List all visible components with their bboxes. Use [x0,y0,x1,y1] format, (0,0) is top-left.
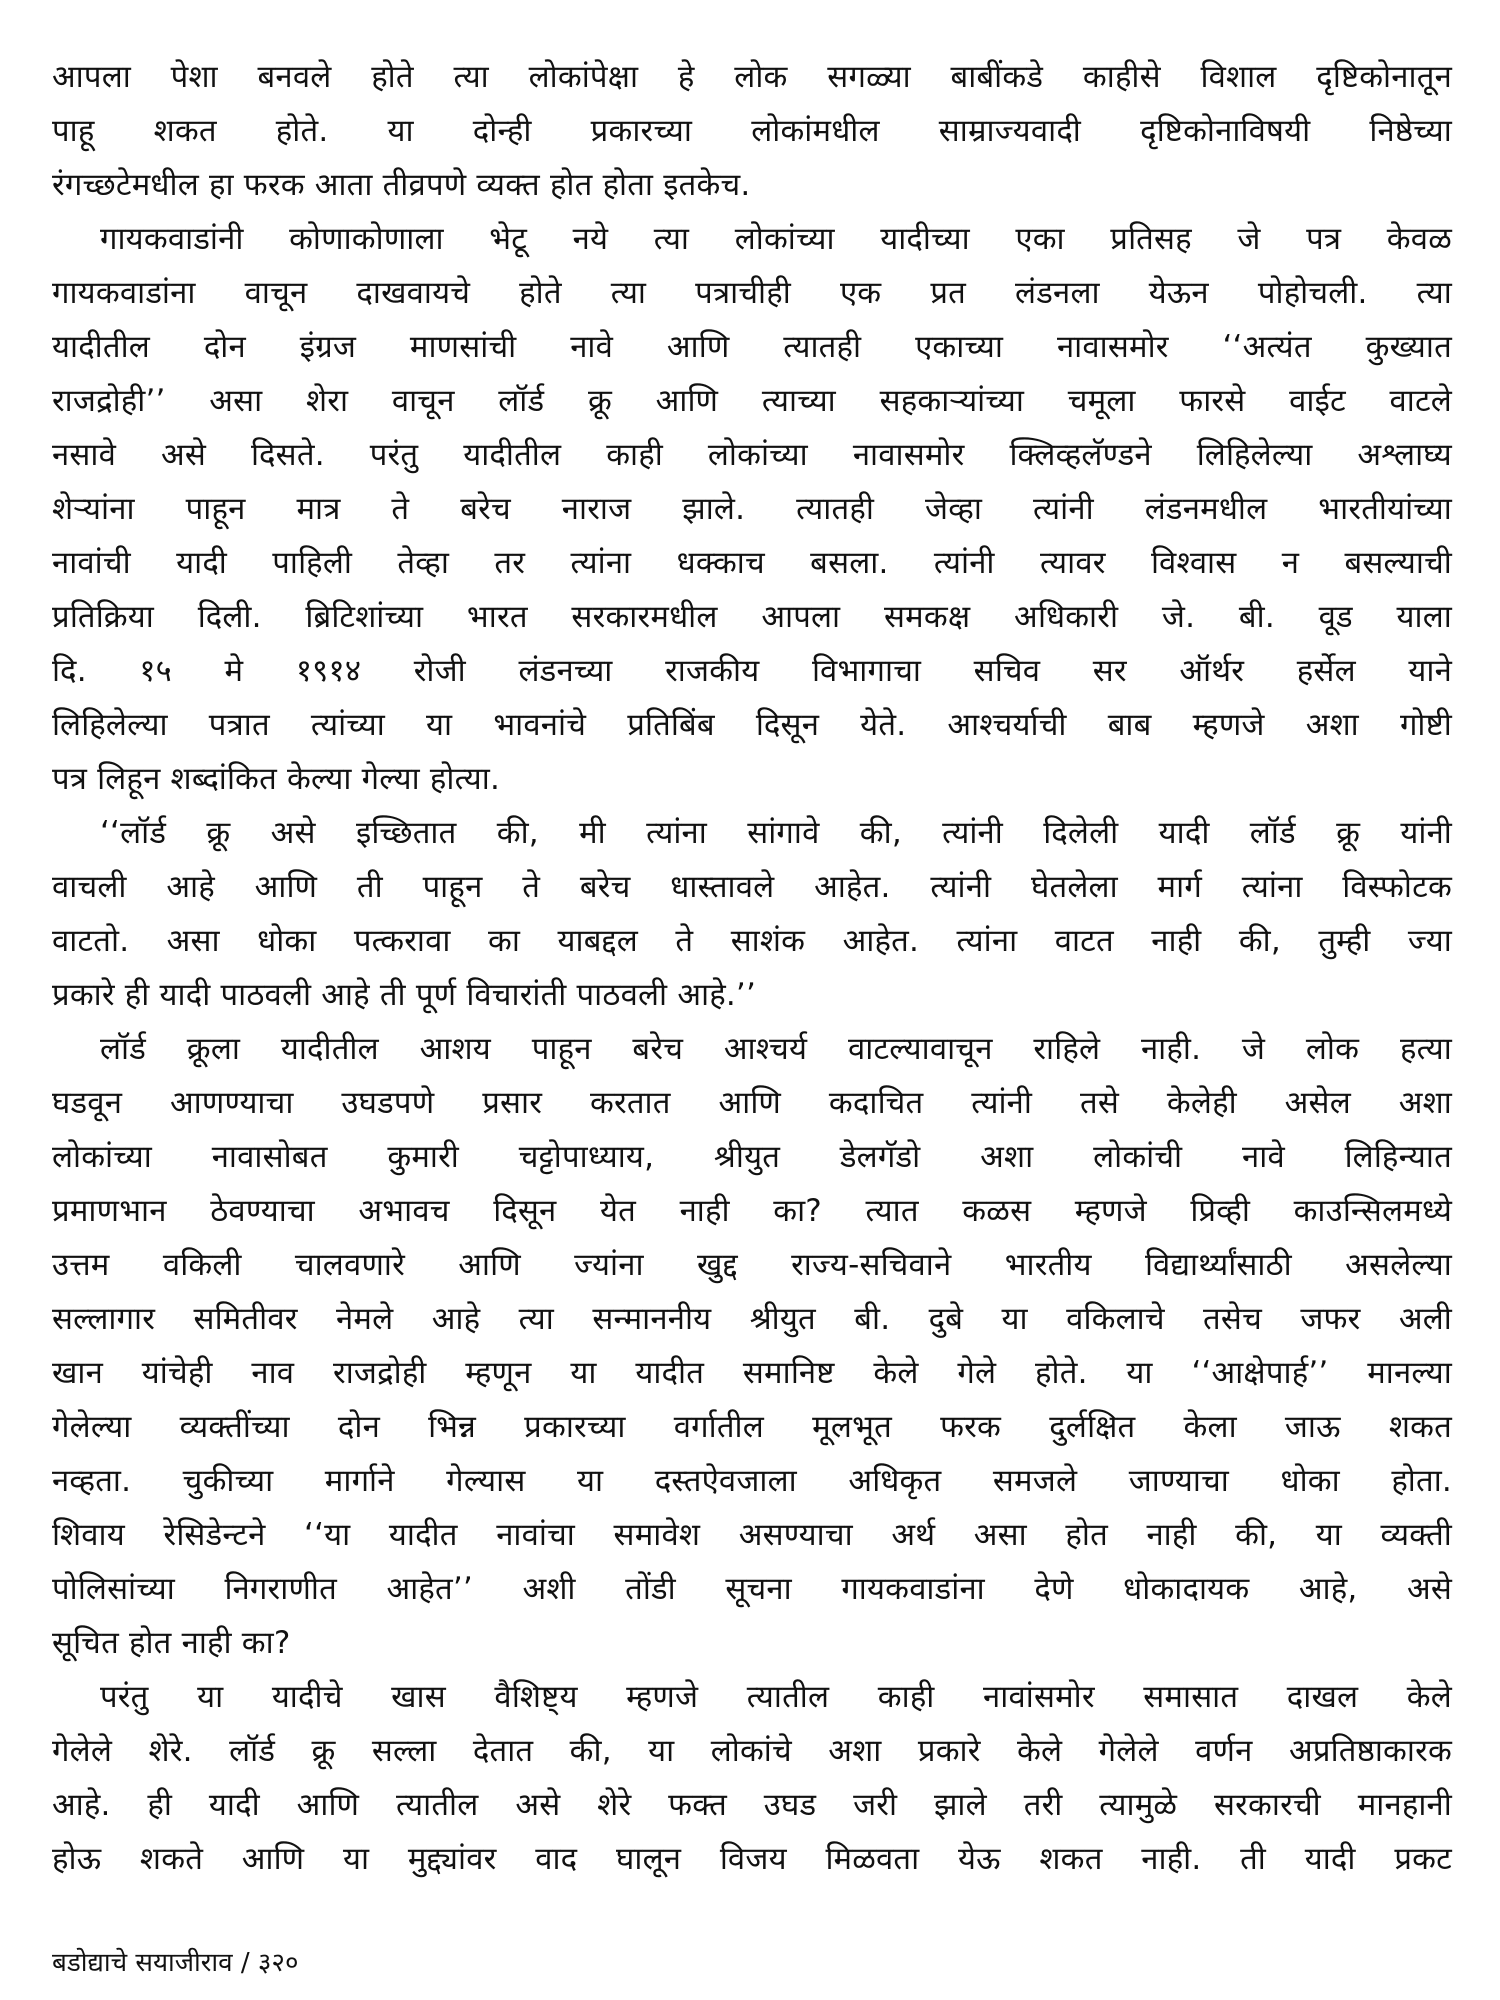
text-line-17: वाटतो. असा धोका पत्करावा का याबद्दल ते साशंक आहेत. त्यांना वाटत नाही की, तुम्ही ज्या [52,923,1452,959]
text-line-3: रंगच्छटेमधील हा फरक आता तीव्रपणे व्यक्त होत होता इतकेच. [52,167,751,203]
text-line-33: आहे. ही यादी आणि त्यातील असे शेरे फक्त उघड जरी झाले तरी त्यामुळे सरकारची मानहानी [52,1787,1452,1823]
text-line-18: प्रकारे ही यादी पाठवली आहे ती पूर्ण विचारांती पाठवली आहे.’’ [52,977,757,1013]
text-line-32: गेलेले शेरे. लॉर्ड क्रू सल्ला देतात की, या लोकांचे अशा प्रकारे केले गेलेले वर्णन अप्रतिष्ठाकारक [52,1733,1452,1769]
text-line-2: पाहू शकत होते. या दोन्ही प्रकारच्या लोकांमधील साम्राज्यवादी दृष्टिकोनाविषयी निष्ठेच्या [52,113,1452,149]
text-line-4: गायकवाडांनी कोणाकोणाला भेटू नये त्या लोकांच्या यादीच्या एका प्रतिसह जे पत्र केवळ [100,221,1452,257]
text-line-24: सल्लागार समितीवर नेमले आहे त्या सन्माननीय श्रीयुत बी. दुबे या वकिलाचे तसेच जफर अली [52,1301,1452,1337]
text-line-34: होऊ शकते आणि या मुद्द्यांवर वाद घालून विजय मिळवता येऊ शकत नाही. ती यादी प्रकट [52,1841,1452,1877]
text-line-25: खान यांचेही नाव राजद्रोही म्हणून या यादीत समानिष्ट केले गेले होते. या ‘‘आक्षेपार्ह’’ मानल्या [52,1355,1452,1391]
text-line-19: लॉर्ड क्रूला यादीतील आशय पाहून बरेच आश्चर्य वाटल्यावाचून राहिले नाही. जे लोक हत्या [100,1031,1452,1067]
text-line-22: प्रमाणभान ठेवण्याचा अभावच दिसून येत नाही का? त्यात कळस म्हणजे प्रिव्ही काउन्सिलमध्ये [52,1193,1452,1229]
document-page [52,50,1452,1930]
text-line-30: सूचित होत नाही का? [52,1625,291,1661]
text-line-15: ‘‘लॉर्ड क्रू असे इच्छितात की, मी त्यांना सांगावे की, त्यांनी दिलेली यादी लॉर्ड क्रू यांनी [100,815,1452,851]
text-line-23: उत्तम वकिली चालवणारे आणि ज्यांना खुद्द राज्य-सचिवाने भारतीय विद्यार्थ्यांसाठी असलेल्या [52,1247,1452,1283]
text-line-7: राजद्रोही’’ असा शेरा वाचून लॉर्ड क्रू आणि त्याच्या सहकाऱ्यांच्या चमूला फारसे वाईट वाटले [52,383,1452,419]
text-line-21: लोकांच्या नावासोबत कुमारी चट्टोपाध्याय, श्रीयुत डेलगॅडो अशा लोकांची नावे लिहिन्यात [52,1139,1452,1175]
text-line-29: पोलिसांच्या निगराणीत आहेत’’ अशी तोंडी सूचना गायकवाडांना देणे धोकादायक आहे, असे [52,1571,1452,1607]
text-line-6: यादीतील दोन इंग्रज माणसांची नावे आणि त्यातही एकाच्या नावासमोर ‘‘अत्यंत कुख्यात [52,329,1452,365]
text-line-28: शिवाय रेसिडेन्टने ‘‘या यादीत नावांचा समावेश असण्याचा अर्थ असा होत नाही की, या व्यक्ती [52,1517,1452,1553]
text-line-26: गेलेल्या व्यक्तींच्या दोन भिन्न प्रकारच्या वर्गातील मूलभूत फरक दुर्लक्षित केला जाऊ शकत [52,1409,1452,1445]
text-line-13: लिहिलेल्या पत्रात त्यांच्या या भावनांचे प्रतिबिंब दिसून येते. आश्चर्याची बाब म्हणजे अशा गोष्टी [52,707,1452,743]
text-line-1: आपला पेशा बनवले होते त्या लोकांपेक्षा हे लोक सगळ्या बाबींकडे काहीसे विशाल दृष्टिकोनातून [52,59,1452,95]
text-line-20: घडवून आणण्याचा उघडपणे प्रसार करतात आणि कदाचित त्यांनी तसे केलेही असेल अशा [52,1085,1452,1121]
text-line-14: पत्र लिहून शब्दांकित केल्या गेल्या होत्या. [52,761,501,797]
text-line-31: परंतु या यादीचे खास वैशिष्ट्य म्हणजे त्यातील काही नावांसमोर समासात दाखल केले [100,1679,1452,1715]
page-footer: बडोद्याचे सयाजीराव / ३२० [52,1948,299,1978]
text-line-9: शेऱ्यांना पाहून मात्र ते बरेच नाराज झाले. त्यातही जेव्हा त्यांनी लंडनमधील भारतीयांच्या [52,491,1452,527]
text-line-10: नावांची यादी पाहिली तेव्हा तर त्यांना धक्काच बसला. त्यांनी त्यावर विश्वास न बसल्याची [52,545,1452,581]
text-line-11: प्रतिक्रिया दिली. ब्रिटिशांच्या भारत सरकारमधील आपला समकक्ष अधिकारी जे. बी. वूड याला [52,599,1452,635]
text-line-5: गायकवाडांना वाचून दाखवायचे होते त्या पत्राचीही एक प्रत लंडनला येऊन पोहोचली. त्या [52,275,1452,311]
text-line-8: नसावे असे दिसते. परंतु यादीतील काही लोकांच्या नावासमोर क्लिव्हलॅण्डने लिहिलेल्या अश्लाघ्य [52,437,1452,473]
text-line-27: नव्हता. चुकीच्या मार्गाने गेल्यास या दस्तऐवजाला अधिकृत समजले जाण्याचा धोका होता. [52,1463,1452,1499]
text-line-12: दि. १५ मे १९१४ रोजी लंडनच्या राजकीय विभागाचा सचिव सर ऑर्थर हर्सेल याने [52,653,1452,689]
text-line-16: वाचली आहे आणि ती पाहून ते बरेच धास्तावले आहेत. त्यांनी घेतलेला मार्ग त्यांना विस्फोटक [52,869,1452,905]
